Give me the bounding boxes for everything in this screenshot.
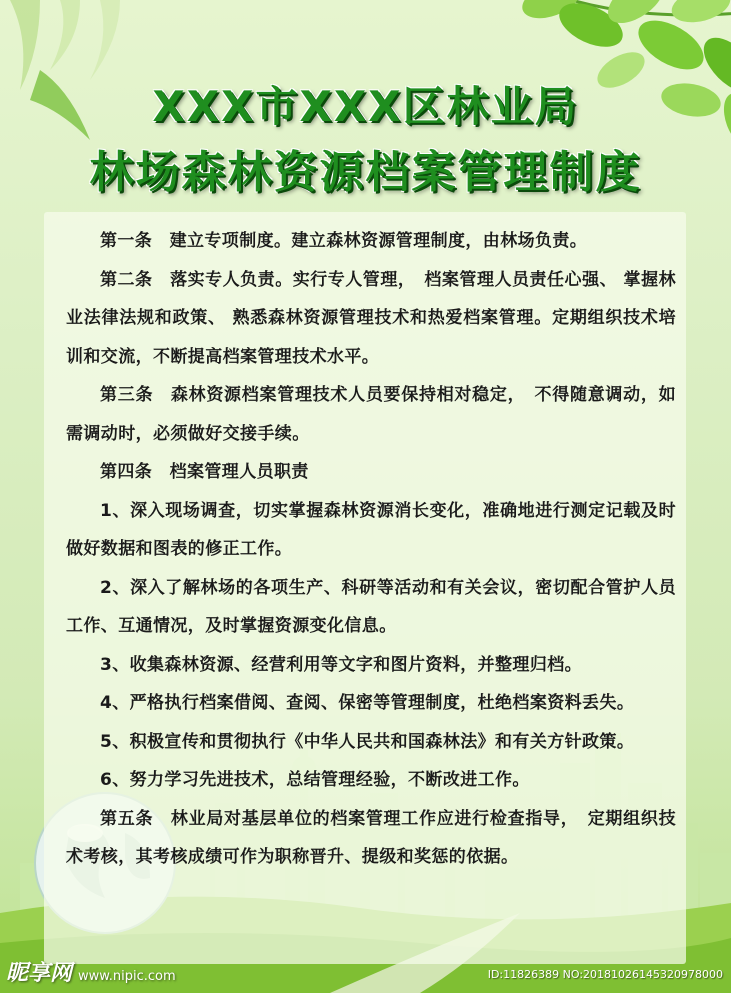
watermark-url: www.nipic.com xyxy=(78,969,176,984)
watermark-id: ID:11826389 NO:20181026145320978000 xyxy=(487,968,723,981)
duty-item-4: 4、严格执行档案借阅、查阅、保密等管理制度，杜绝档案资料丢失。 xyxy=(100,693,635,713)
article-3: 第三条 森林资源档案管理技术人员要保持相对稳定， 不得随意调动，如需调动时，必须做好交接手续。 xyxy=(66,385,676,444)
duty-item-1: 1、深入现场调查，切实掌握森林资源消长变化，准确地进行测定记载及时做好数据和图表的修正工作。 xyxy=(66,500,676,559)
page-title-line2: 林场森林资源档案管理制度 xyxy=(89,147,642,198)
article-2: 第二条 落实专人负责。实行专人管理， 档案管理人员责任心强、 掌握林业法律法规和政策、 熟悉森林资源管理技术和热爱档案管理。定期组织技术培训和交流，不断提高档案管理技术水平。 xyxy=(66,269,676,367)
duty-item-3: 3、收集森林资源、经营利用等文字和图片资料，并整理归档。 xyxy=(100,654,583,675)
regulation-body xyxy=(66,222,676,877)
watermark-logo xyxy=(6,956,176,987)
duty-item-6: 6、努力学习先进技术，总结管理经验，不断改进工作。 xyxy=(100,770,530,790)
page-title-line1: XXX市XXX区林业局 xyxy=(152,82,579,131)
duty-item-5: 5、积极宣传和贯彻执行《中华人民共和国森林法》和有关方针政策。 xyxy=(100,731,635,752)
duty-item-2: 2、深入了解林场的各项生产、科研等活动和有关会议，密切配合管护人员工作、互通情况，及时掌握资源变化信息。 xyxy=(66,577,676,636)
article-1: 第一条 建立专项制度。建立森林资源管理制度，由林场负责。 xyxy=(100,231,588,251)
watermark-logo-text: 昵享网 xyxy=(6,961,73,986)
article-4-heading: 第四条 档案管理人员职责 xyxy=(100,462,309,482)
article-5: 第五条 林业局对基层单位的档案管理工作应进行检查指导， 定期组织技术考核，其考核成绩可作为职称晋升、提级和奖惩的依据。 xyxy=(66,808,676,867)
